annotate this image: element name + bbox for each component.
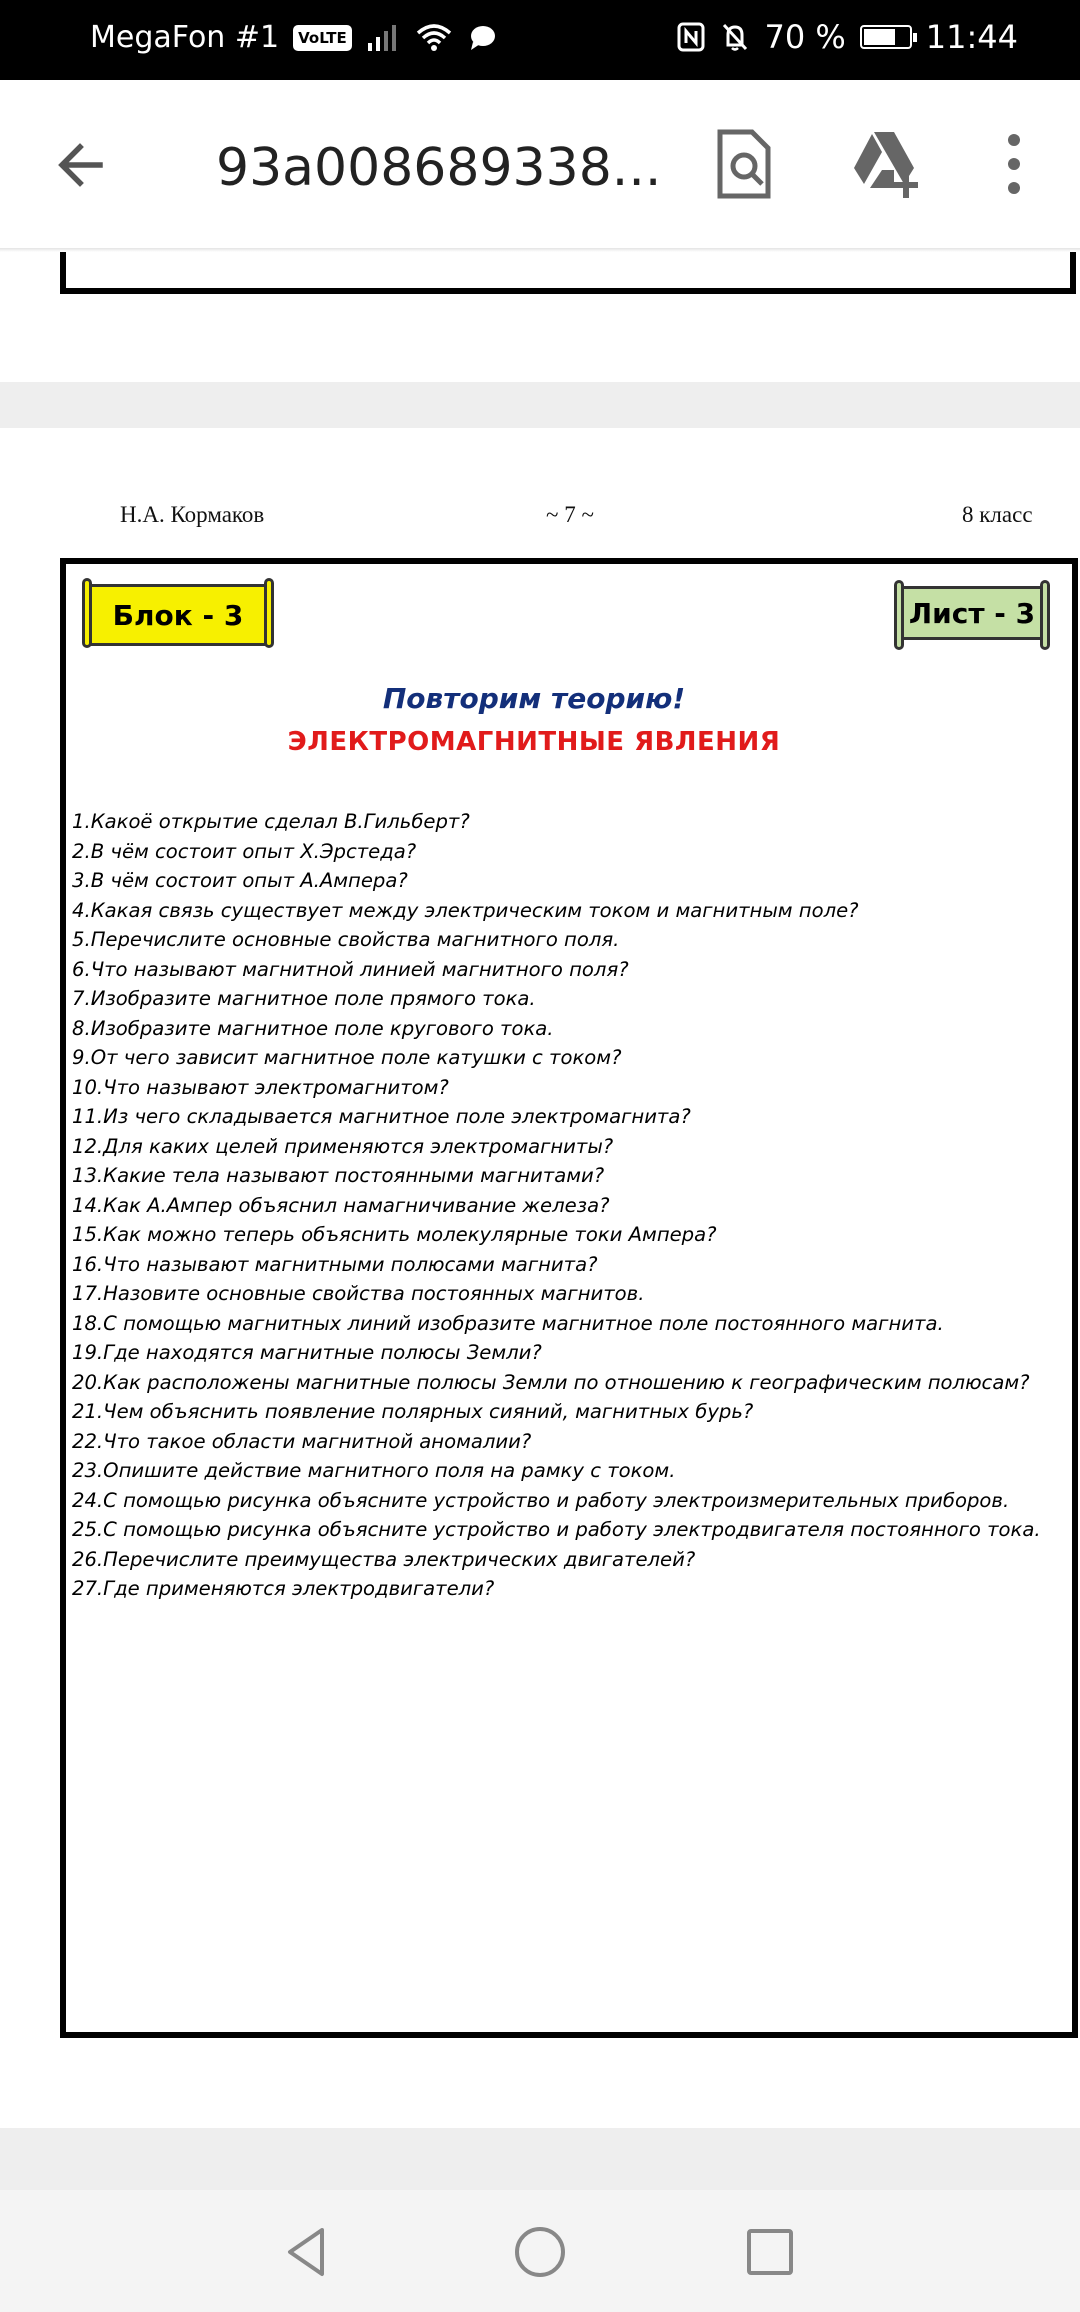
question-item: 16.Что называют магнитными полюсами магнита? [72,1252,598,1276]
question-item: 18.С помощью магнитных линий изобразите магнитное поле постоянного магнита. [72,1311,944,1335]
question-list [72,807,1062,1604]
volte-badge: VoLTE [293,25,352,51]
question-item: 22.Что такое области магнитной аномалии? [72,1429,532,1453]
question-item: 2.В чём состоит опыт Х.Эрстеда? [72,839,417,863]
sheet-label: Лист - 3 [908,596,1036,630]
page-header-number: ~ 7 ~ [546,502,594,527]
section-subheading: ЭЛЕКТРОМАГНИТНЫЕ ЯВЛЕНИЯ [287,727,781,757]
add-to-drive-icon[interactable] [848,126,924,202]
nav-home-icon[interactable] [510,2222,570,2282]
question-item: 1.Какоё открытие сделал В.Гильберт? [72,810,470,833]
navigation-bar [0,2190,1080,2312]
carrier-name: MegaFon #1 [90,20,280,55]
question-item: 26.Перечислите преимущества электрических двигателей? [72,1547,696,1571]
question-item: 6.Что называют магнитной линией магнитного поля? [72,957,629,981]
nfc-icon [676,21,706,53]
question-item: 7.Изобразите магнитное поле прямого тока. [72,987,536,1010]
battery-level [864,29,895,45]
question-item: 12.Для каких целей применяются электромагниты? [72,1134,614,1158]
document-viewer[interactable] [0,252,1080,2190]
section-heading: Повторим теорию! [382,682,686,715]
document-title: 93a008689338... [216,138,662,198]
page-header-grade: 8 класс [962,502,1033,527]
message-icon [468,24,496,52]
sheet-scroll-tag [900,586,1044,640]
status-bar [0,0,1080,80]
nav-back-icon[interactable] [278,2222,338,2282]
question-item: 5.Перечислите основные свойства магнитного поля. [72,928,620,951]
more-options-icon[interactable] [976,126,1052,202]
wifi-icon [414,23,454,53]
question-item: 15.Как можно теперь объяснить молекулярные токи Ампера? [72,1223,717,1246]
signal-icon [366,23,400,53]
status-left [90,20,496,55]
question-item: 4.Какая связь существует между электрическим током и магнитным поле? [72,898,859,922]
back-arrow-icon[interactable] [50,130,120,200]
battery-percent: 70 % [764,18,846,56]
mute-icon [720,21,750,53]
page-separator-bottom [0,2128,1080,2190]
previous-page-frame-bottom [60,252,1076,294]
question-item: 23.Опишите действие магнитного поля на рамку с током. [72,1459,676,1482]
block-scroll-tag [88,584,268,646]
question-item: 27.Где применяются электродвигатели? [72,1577,495,1600]
question-item: 10.Что называют электромагнитом? [72,1075,449,1099]
question-item: 9.От чего зависит магнитное поле катушки с током? [72,1046,622,1069]
clock-time: 11:44 [925,18,1018,56]
question-item: 3.В чём состоит опыт А.Ампера? [72,869,408,892]
question-item: 17.Назовите основные свойства постоянных магнитов. [72,1282,645,1305]
find-in-document-icon[interactable] [706,126,782,202]
question-item: 24.С помощью рисунка объясните устройство и работу электроизмерительных приборов. [72,1488,1010,1512]
question-item: 20.Как расположены магнитные полюсы Земли по отношению к географическим полюсам? [72,1370,1030,1394]
question-item: 19.Где находятся магнитные полюсы Земли? [72,1341,542,1364]
page-header-author: Н.А. Кормаков [120,502,265,527]
question-item: 14.Как А.Ампер объяснил намагничивание железа? [72,1193,610,1217]
question-item: 25.С помощью рисунка объясните устройство и работу электродвигателя постоянного тока. [72,1518,1041,1541]
block-label: Блок - 3 [112,598,244,632]
question-item: 13.Какие тела называют постоянными магнитами? [72,1164,605,1187]
question-item: 11.Из чего складывается магнитное поле электромагнита? [72,1105,691,1128]
nav-recents-icon[interactable] [740,2222,800,2282]
app-bar [0,80,1080,248]
question-item: 21.Чем объяснить появление полярных сияний, магнитных бурь? [72,1400,754,1423]
question-item: 8.Изобразите магнитное поле кругового тока. [72,1016,554,1040]
page-separator [0,382,1080,428]
status-right [676,18,1018,56]
battery-icon [860,25,912,49]
